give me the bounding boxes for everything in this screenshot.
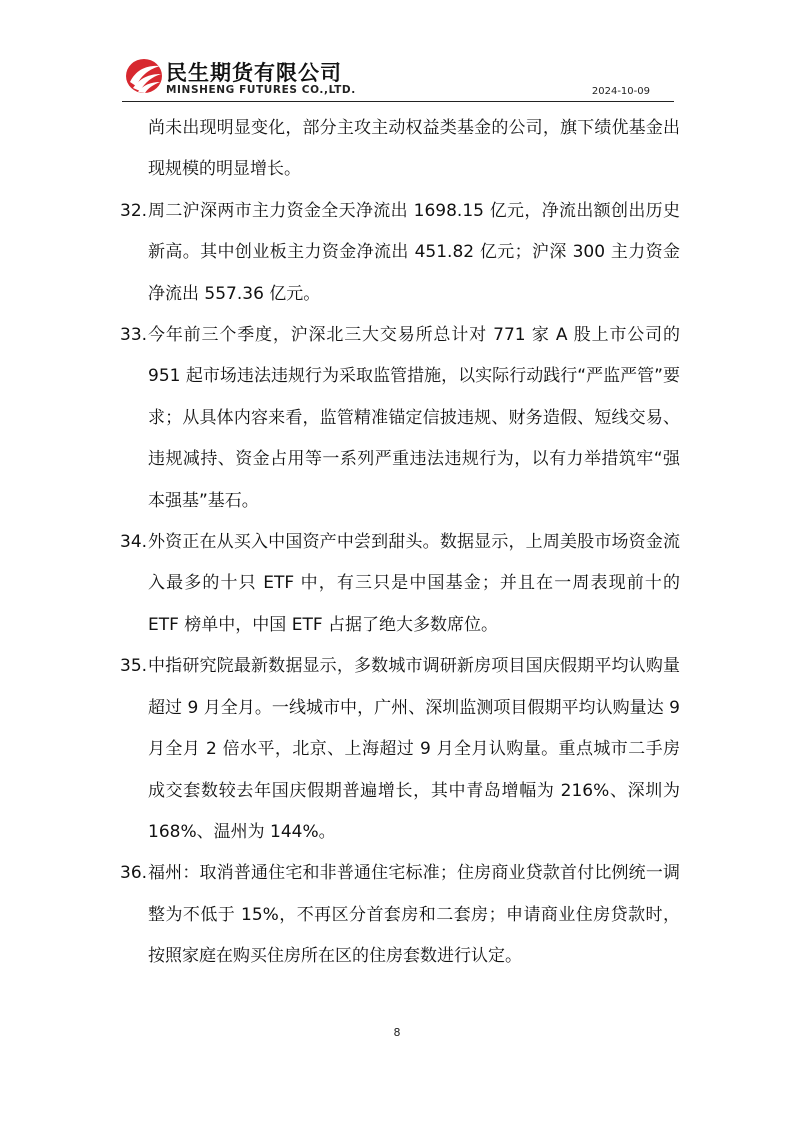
item-number: 34. bbox=[120, 532, 148, 553]
item-number: 36. bbox=[120, 863, 148, 884]
item-number: 33. bbox=[120, 325, 148, 346]
list-item bbox=[120, 522, 680, 646]
page-number: 8 bbox=[393, 1026, 401, 1039]
company-name-en: MINSHENG FUTURES CO.,LTD. bbox=[166, 84, 356, 96]
item-text: 中指研究院最新数据显示，多数城市调研新房项目国庆假期平均认购量超过 9 月全月。一线城市中，广州、深圳监测项目假期平均认购量达 9 月全月 2 倍水平，北京、上海超过 9 月全月认购量。重点城市二手房成交套数较去年国庆假期普遍增长，其中青岛增幅为 216%、深圳为 168%、温州为 144%。 bbox=[148, 656, 680, 842]
item-text: 今年前三个季度，沪深北三大交易所总计对 771 家 A 股上市公司的 951 起市场违法违规行为采取监管措施，以实际行动践行“严监严管”要求；从具体内容来看，监管精准锚定信披违规、财务造假、短线交易、违规减持、资金占用等一系列严重违法违规行为，以有力举措筑牢“强本强基”基石。 bbox=[148, 325, 680, 511]
minsheng-logo-icon bbox=[124, 56, 164, 96]
item-text: 福州：取消普通住宅和非普通住宅标准；住房商业贷款首付比例统一调整为不低于 15%，不再区分首套房和二套房；申请商业住房贷款时，按照家庭在购买住房所在区的住房套数进行认定。 bbox=[148, 863, 680, 967]
page-header bbox=[0, 0, 794, 110]
report-date: 2024-10-09 bbox=[591, 86, 650, 97]
list-item bbox=[120, 315, 680, 522]
item-text: 外资正在从买入中国资产中尝到甜头。数据显示，上周美股市场资金流入最多的十只 ETF 中，有三只是中国基金；并且在一周表现前十的 ETF 榜单中，中国 ETF 占据了绝大多数席位。 bbox=[148, 532, 680, 635]
header-divider bbox=[122, 101, 674, 102]
item-text: 周二沪深两市主力资金全天净流出 1698.15 亿元，净流出额创出历史新高。其中创业板主力资金净流出 451.82 亿元；沪深 300 主力资金净流出 557.36 亿元。 bbox=[148, 200, 680, 304]
item-number: 32. bbox=[120, 200, 148, 221]
list-item bbox=[120, 646, 680, 853]
list-item bbox=[120, 191, 680, 315]
company-name-cn: 民生期货有限公司 bbox=[166, 61, 342, 85]
document-body bbox=[120, 108, 680, 978]
list-item bbox=[120, 853, 680, 977]
item-number: 35. bbox=[120, 656, 148, 677]
continued-paragraph: 尚未出现明显变化，部分主攻主动权益类基金的公司，旗下绩优基金出现规模的明显增长。 bbox=[148, 118, 680, 180]
